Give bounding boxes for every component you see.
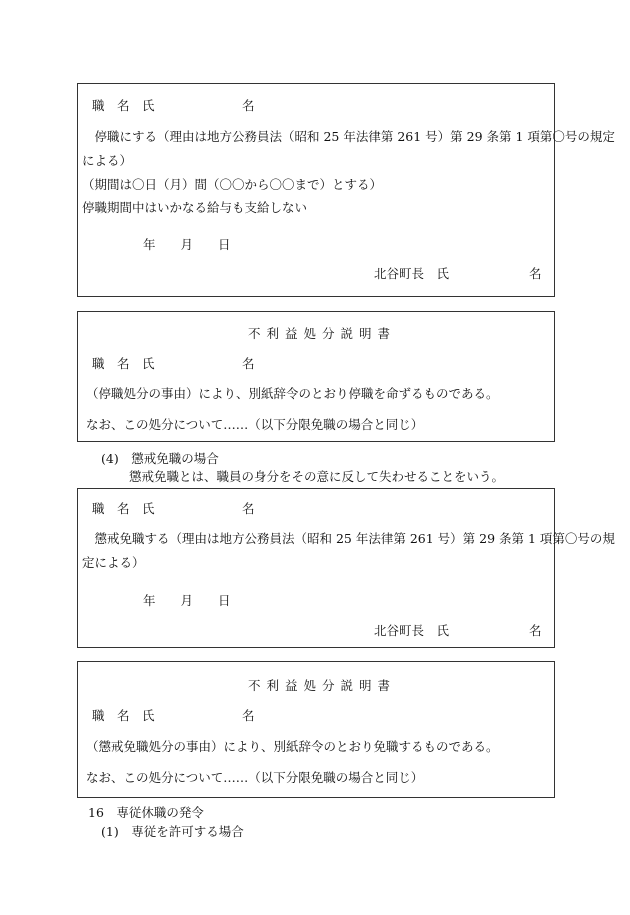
disadvantage-statement-box xyxy=(77,311,555,442)
suspension-period: （期間は〇日（月）間（〇〇から〇〇まで）とする） xyxy=(82,177,383,192)
section-heading: (4) 懲戒免職の場合 xyxy=(101,451,219,466)
order-text-line1: 懲戒免職する（理由は地方公務員法（昭和 25 年法律第 261 号）第 29 条第 1 項第〇号の規 xyxy=(82,531,615,546)
order-text-line2: による） xyxy=(82,153,133,168)
issue-date: 年 月 日 xyxy=(143,237,231,252)
suspension-order-box xyxy=(77,83,615,297)
signer-name-suffix: 名 xyxy=(529,266,542,281)
issue-date: 年 月 日 xyxy=(143,593,231,608)
subsection-heading: (1) 専従を許可する場合 xyxy=(101,824,244,839)
statement-reason: （停職処分の事由）により、別紙辞令のとおり停職を命ずるものである。 xyxy=(86,386,499,401)
signer: 北谷町長 氏 xyxy=(374,623,450,638)
no-pay-notice: 停職期間中はいかなる給与も支給しない xyxy=(82,200,308,215)
order-text-line1: 停職にする（理由は地方公務員法（昭和 25 年法律第 261 号）第 29 条第 1 項第〇号の規定 xyxy=(82,129,615,144)
section-definition: 懲戒免職とは、職員の身分をその意に反して失わせることをいう。 xyxy=(129,469,505,484)
statement-note: なお、この処分について……（以下分限免職の場合と同じ） xyxy=(86,417,424,432)
statement-note: なお、この処分について……（以下分限免職の場合と同じ） xyxy=(86,770,424,785)
signer: 北谷町長 氏 xyxy=(374,266,450,281)
signer-name-suffix: 名 xyxy=(529,623,542,638)
name-line: 職 名 氏 名 xyxy=(92,98,255,113)
dismissal-order-box xyxy=(77,488,615,648)
name-line: 職 名 氏 名 xyxy=(92,356,255,371)
name-line: 職 名 氏 名 xyxy=(92,501,255,516)
name-line: 職 名 氏 名 xyxy=(92,708,255,723)
order-text-line2: 定による） xyxy=(82,555,145,570)
statement-reason: （懲戒免職処分の事由）により、別紙辞令のとおり免職するものである。 xyxy=(86,739,499,754)
disadvantage-statement-box xyxy=(77,661,555,798)
statement-title: 不利益処分説明書 xyxy=(248,678,397,693)
section-heading: 16 専従休職の発令 xyxy=(88,805,204,820)
statement-title: 不利益処分説明書 xyxy=(248,326,397,341)
